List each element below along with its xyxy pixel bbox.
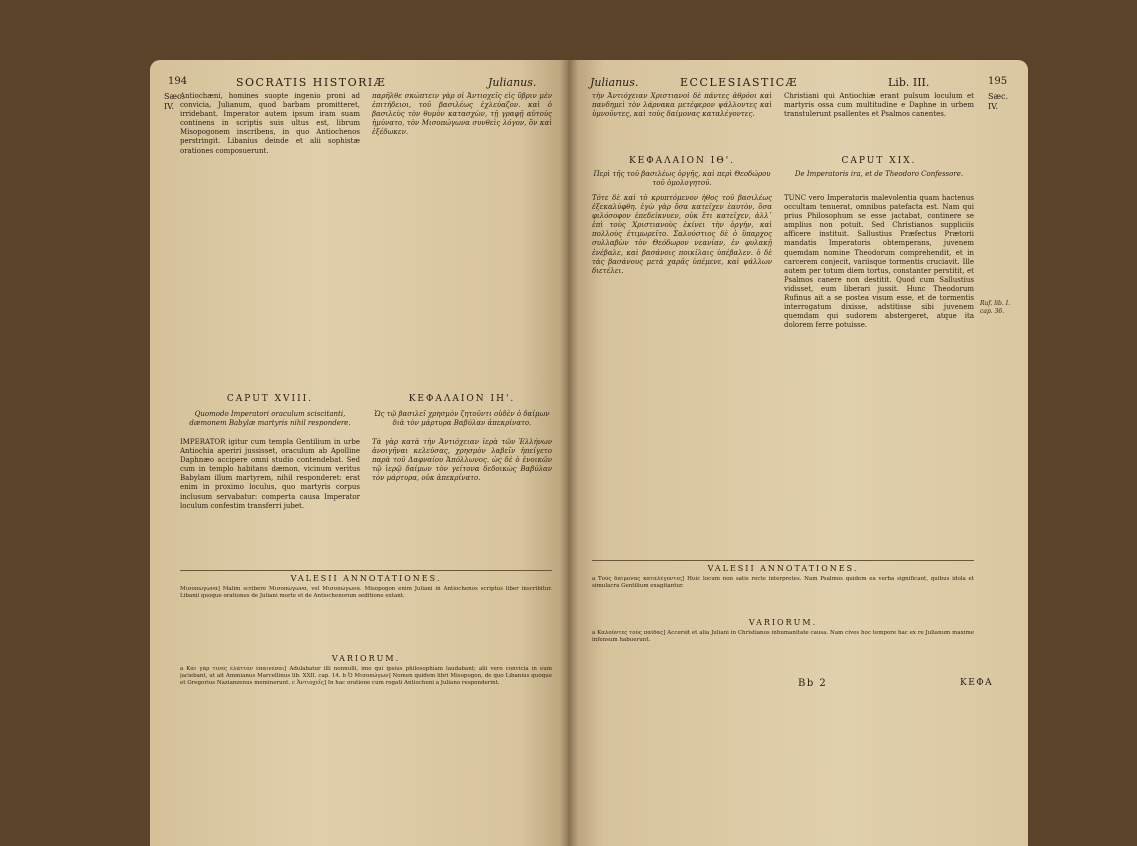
left-chapter-latin-sub: Quomodo Imperatori oraculum sciscitanti, dæmonem Babylæ martyris nihil respondere. <box>189 410 351 427</box>
right-greek-top: τὴν Ἀντιόχειαν Χριστιανοὶ δὲ πάντες ἀθρόοι καὶ πανδημεὶ τὸν λάρνακα μετέφερον ψάλλοντες καὶ ὑμνοῦντες, καὶ τοὺς δαίμονας καταλέγοντες. <box>592 92 772 119</box>
margin-saec: Sæc. <box>164 92 185 101</box>
right-chapter-greek-sub: Περὶ τῆς τοῦ βασιλέως ὀργῆς, καὶ περὶ Θεοδώρου τοῦ ὁμολογητοῦ. <box>593 170 771 187</box>
right-chapter-latin-sub: De Imperatoris ira, et de Theodoro Confessore. <box>794 170 964 178</box>
left-greek-text: παρῆλθε σκώπτειν γὰρ οἱ Ἀντιοχεῖς εἰς ὕβριν μὲν ἐπιτήδειοι, τοῦ βασιλέως ἐχλεύαζον. καὶ ὁ βασιλεὺς τὸν θυμὸν κατασχὼν, τῇ γραφῇ αὐτοὺς ἠμύνατο, τὸν Μισοπώγωνα συνθεὶς λόγον, ὃν καὶ ἐξέδωκεν. <box>372 92 552 137</box>
left-chapter-greek: ΚΕΦΑΛΑΙΟΝ ΙΗ'. <box>408 394 516 404</box>
left-page <box>150 60 568 846</box>
right-running-head: ECCLESIASTICÆ <box>680 76 799 89</box>
right-page <box>568 60 1028 846</box>
right-variorum-heading: VARIORUM. <box>748 618 818 627</box>
right-latin-body: TUNC vero Imperatoris malevolentia quam hactenus occultam tenuerat, omnibus patefacta est. Nam qui prius Philosophum se esse jactabat, continere se amplius non potuit. Sed Christianos suppliciis afficere instituit. Sallustius Præfectus Prætorii mandatis Imperatoris obtemperans, juvenem quemdam nomine Theodorum comprehendit, et in carcerem conjecit, variisque tormentis cruciavit. Ille autem per totum diem tortus, constanter perstitit, et Psalmos canere non destitit. Quod cum Sallustius vidisset, eum liberari jussit. Hunc Theodorum Rufinus ait a se postea visum esse, et de tormentis interrogatum dixisse, adstitisse sibi juvenem quemdam qui sudorem abstergeret, atque ita dolorem ferre potuisse. <box>784 194 974 330</box>
right-running-head-right: Lib. III. <box>888 76 930 89</box>
right-notes-heading: VALESII ANNOTATIONES. <box>707 564 859 573</box>
left-chapter-latin: CAPUT XVIII. <box>226 394 314 404</box>
left-notes-rule <box>180 570 552 571</box>
right-notes-text: a Τοὺς δαίμονας καταλέγοντες] Huic locum non satis recte interpretes. Nam Psalmos quidem ea verba significant, quibus idola et simulacra Gentilium exagitantur. <box>592 576 974 589</box>
right-chapter-latin: CAPUT XIX. <box>841 156 917 166</box>
left-greek-bottom: Τὰ γὰρ κατὰ τὴν Ἀντιόχειαν ἱερὰ τῶν Ἑλλήνων ἀνοιγῆναι κελεύσας, χρησμὸν λαβεῖν ἠπείγετο παρὰ τοῦ Δαφναίου Ἀπόλλωνος. ὡς δὲ ὁ ἐνοικῶν τῷ ἱερῷ δαίμων τὸν γείτονα δεδοικὼς Βαβύλαν τὸν μάρτυρα, οὐκ ἀπεκρίνατο. <box>372 438 552 483</box>
right-page-number: 195 <box>988 76 1008 87</box>
left-page-number: 194 <box>168 76 188 87</box>
left-latin-text: Antiochæni, homines suopte ingenio proni ad convicia, Julianum, quod barbam promitteret, irridebant. Imperator autem ipsum iram suam continens in scriptis suis ultus est, librum Misopogonem inscribens, in quo Antiochenos perstringit. Libanius deinde et alii sophistæ orationes composuerunt. <box>180 92 360 155</box>
left-chapter-greek-sub: Ὡς τῷ βασιλεῖ χρησμὸν ζητοῦντι οὐδὲν ὁ δαίμων διὰ τὸν μάρτυρα Βαβύλαν ἀπεκρίνατο. <box>374 410 550 427</box>
left-running-head-right: Julianus. <box>488 76 537 89</box>
right-variorum-text: a Καλοῦντες τοὺς παῖδας] Accersit et alia Juliani in Christianos inhumanitate causa. Nam cives hoc tempore hac ex re Julianum maxime infensum habuerunt. <box>592 630 974 643</box>
left-running-head: SOCRATIS HISTORIÆ <box>236 76 387 89</box>
signature-mark: Bb 2 <box>798 678 828 689</box>
right-side-note: Ruf. lib. I. cap. 36. <box>980 300 1010 315</box>
book-gutter <box>560 60 578 846</box>
left-variorum-heading: VARIORUM. <box>331 654 401 663</box>
left-variorum-text: a Καὶ γὰρ τινες ἐλάττον ἐπαινέσαι] Adulabatur illi nonnulli, imo qui ipsius philosophiam laudabant; alii vero convicia in eum jaciebant, ut ait Ammianus Marcellinus lib. XXII. cap. 14. b Ὁ Μισοπώγων] Nomen quidem libri Misopogon, de quo Libanius quoque et Gregorius Nazianzenus meminerunt. c Ἀντιοχεῖς] In hac oratione cum rogati Antiocheni a Juliano responderint. <box>180 666 552 686</box>
left-notes-heading: VALESII ANNOTATIONES. <box>290 574 442 583</box>
left-latin-bottom: IMPERATOR igitur cum templa Gentilium in urbe Antiochia aperiri jussisset, oraculum ab Apolline Daphnæo accipere omni studio contendebat. Sed cum in templo habitans dæmon, vicinum veritus Babylam illum martyrem, nihil responderet: erat enim in proximo loculus, quo martyris corpus inclusum servabatur: comperta causa Imperator loculum confestim transferri jubet. <box>180 438 360 510</box>
right-margin-note <box>988 92 1008 112</box>
right-running-head-left: Julianus. <box>590 76 639 89</box>
left-notes-text: Μισοπώγωνα] Malim scribere Μισοπώγωνα, vel Μισοπώγωνα. Misopogon enim Juliani in Antiochenos scriptus liber inscribitur. Libanii quoque orationes de Juliani morte et de Antiochenorum seditione extant. <box>180 586 552 599</box>
open-book <box>150 60 1020 846</box>
right-greek-body: Τότε δὲ καὶ τὸ κρυπτόμενον ἦθος τοῦ βασιλέως ἐξεκαλύφθη. ἐγὼ γὰρ ὅσα κατεῖχεν ἑαυτὸν, ὅσα φιλόσοφον ἐπεδείκνυεν, οὐκ ἔτι κατεῖχεν, ἀλλ᾿ ἐπὶ τοὺς Χριστιανοὺς ἐκίνει τὴν ὀργὴν, καὶ πολλοὺς ἐτιμωρεῖτο. Σαλούστιος δὲ ὁ ὕπαρχος συλλαβὼν τὸν Θεόδωρον νεανίαν, ἐν φυλακῇ ἐνέβαλε, καὶ βασάνοις ποικίλαις ὑπέβαλεν. ὁ δὲ τὰς βασάνους μετὰ χαρᾶς ὑπέμενε, καὶ ψάλλων διετέλει. <box>592 194 772 275</box>
right-latin-top: Christiani qui Antiochiæ erant pulsum loculum et martyris ossa cum multitudine e Daphne in urbem transtulerunt psallentes et Psalmos canentes. <box>784 92 974 119</box>
margin-saec: Sæc. <box>988 92 1009 101</box>
right-notes-rule <box>592 560 974 561</box>
margin-century: IV. <box>988 102 999 111</box>
margin-century: IV. <box>164 102 175 111</box>
right-chapter-greek: ΚΕΦΑΛΑΙΟΝ ΙΘ'. <box>628 156 736 166</box>
catchword: ΚΕΦΑ <box>960 678 994 688</box>
